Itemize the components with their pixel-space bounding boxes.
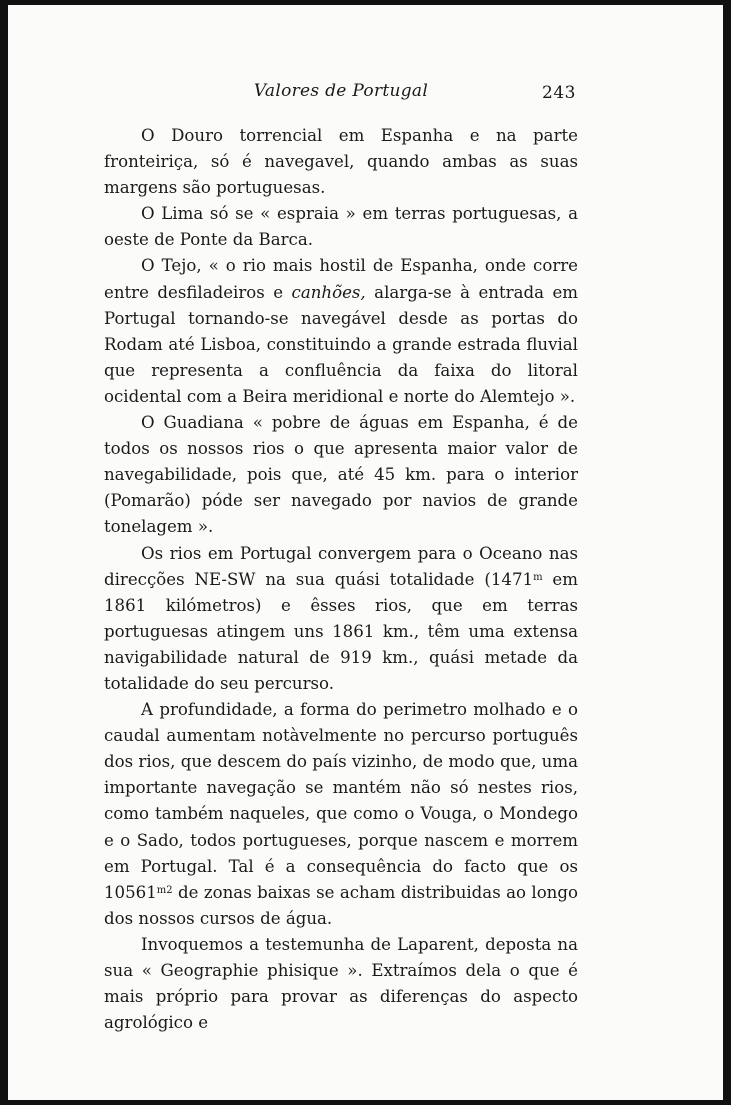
page-number: 243 bbox=[542, 83, 576, 103]
paragraph-text: de zonas baixas se acham distribuidas ao longo dos nossos cursos de água. bbox=[104, 882, 578, 928]
paragraph-laparent: Invoquemos a testemunha de Laparent, deposta na sua « Geographie phisique ». Extraímos dela o que é mais próprio para provar as diferenças do aspecto agrológico e bbox=[104, 934, 578, 1033]
paragraph-text: Os rios em Portugal convergem para o Oceano nas direcções NE-SW na sua quási totalidade (1471 bbox=[104, 543, 578, 589]
running-header bbox=[104, 75, 578, 111]
book-page bbox=[104, 75, 578, 1036]
unit-superscript: m2 bbox=[156, 884, 173, 896]
paragraph-rios bbox=[104, 541, 578, 698]
paragraph-tejo bbox=[104, 253, 578, 410]
paragraph-lima: O Lima só se « espraia » em terras portuguesas, a oeste de Ponte da Barca. bbox=[104, 204, 578, 250]
unit-superscript: m bbox=[533, 571, 543, 583]
paragraph-text: alarga-se à entrada em Portugal tornando-se navegável desde as portas do Rodam até Lisboa, constituindo a grande estrada fluvial que representa a confluência da faixa do litoral ocidental com a Beira meridional e norte do Alemtejo ». bbox=[104, 282, 578, 406]
running-title: Valores de Portugal bbox=[253, 81, 429, 101]
italic-term: canhões, bbox=[291, 282, 366, 302]
body-text bbox=[104, 123, 578, 1036]
paragraph-guadiana: O Guadiana « pobre de águas em Espanha, é de todos os nossos rios o que apresenta maior valor de navegabilidade, pois que, até 45 km. para o interior (Pomarão) póde ser navegado por navios de grande tonelagem ». bbox=[104, 413, 578, 537]
paragraph-profundidade bbox=[104, 697, 578, 932]
paragraph-text: em 1861 kilómetros) e êsses rios, que em terras portuguesas atingem uns 1861 km., têm uma extensa navigabilidade natural de 919 km., quási metade da totalidade do seu percurso. bbox=[104, 569, 578, 693]
paragraph-text: O Tejo, « o rio mais hostil de Espanha, onde corre entre desfiladeiros e bbox=[104, 256, 578, 302]
paragraph-douro: O Douro torrencial em Espanha e na parte fronteiriça, só é navegavel, quando ambas as suas margens são portuguesas. bbox=[104, 126, 578, 198]
paragraph-text: A profundidade, a forma do perimetro molhado e o caudal aumentam notàvelmente no percurso português dos rios, que descem do país vizinho, de modo que, uma importante navegação se mantém não só nestes rios, como também naqueles, que como o Vouga, o Mondego e o Sado, todos portugueses, porque nascem e morrem em Portugal. Tal é a consequência do facto que os 10561 bbox=[104, 700, 578, 902]
